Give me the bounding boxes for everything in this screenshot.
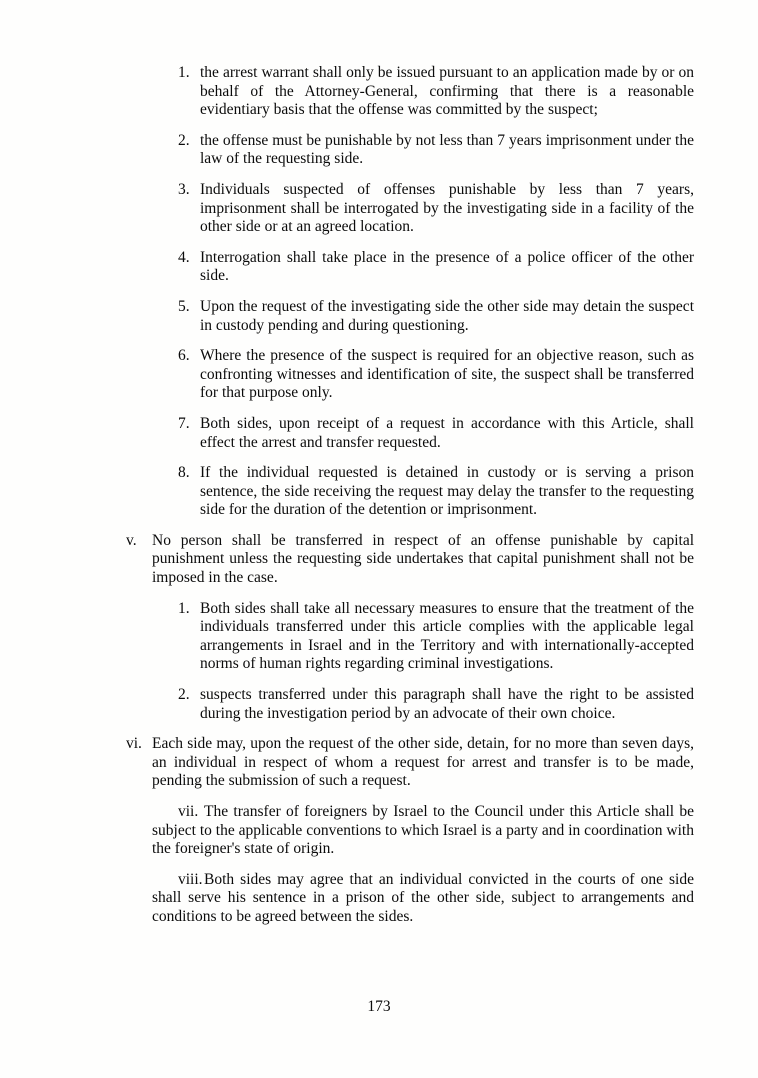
- list-item-viii: [152, 871, 694, 927]
- item-marker: 5.: [178, 297, 190, 315]
- list-item-7: [178, 414, 694, 452]
- item-marker: 8.: [178, 464, 190, 482]
- list-item-v: [126, 531, 694, 588]
- list-item-4: [178, 248, 694, 286]
- list-item-8: [178, 464, 694, 520]
- list-item-2: [178, 131, 694, 169]
- item-marker: 1.: [178, 599, 190, 617]
- item-text: Both sides, upon receipt of a request in accordance with this Article, shall effect the arrest and transfer requested.: [200, 414, 694, 451]
- item-text: The transfer of foreigners by Israel to the Council under this Article shall be subject to the applicable conventions to which Israel is a party and in coordination with the foreigner's state of origin.: [152, 803, 694, 858]
- item-text: Individuals suspected of offenses punishable by less than 7 years, imprisonment shall be interrogated by the investigating side in a facility of the other side or at an agreed location.: [200, 180, 694, 236]
- item-marker: 4.: [178, 248, 190, 266]
- list-item-6: [178, 347, 694, 403]
- item-marker: 7.: [178, 414, 190, 432]
- item-text: If the individual requested is detained in custody or is serving a prison sentence, the side receiving the request may delay the transfer to the requesting side for the duration of the detention or imprisonment.: [200, 464, 694, 519]
- list-item-v-2: [178, 686, 694, 723]
- item-marker: viii.: [178, 870, 203, 888]
- item-marker: v.: [126, 531, 137, 549]
- item-marker: vi.: [126, 735, 142, 753]
- item-marker: vii.: [178, 803, 199, 820]
- item-text: the offense must be punishable by not less than 7 years imprisonment under the law of the requesting side.: [200, 131, 694, 168]
- item-text: the arrest warrant shall only be issued pursuant to an application made by or on behalf of the Attorney-General, confirming that there is a reasonable evidentiary basis that the offense was committed by the suspect;: [200, 64, 694, 119]
- item-marker: 3.: [178, 180, 190, 198]
- list-item-3: [178, 180, 694, 237]
- list-item-vi: [126, 735, 694, 791]
- item-text: suspects transferred under this paragraph shall have the right to be assisted during the investigation period by an advocate of their own choice.: [200, 686, 694, 722]
- list-item-v-1: [178, 599, 694, 674]
- item-text: Both sides shall take all necessary measures to ensure that the treatment of the individuals transferred under this article complies with the applicable legal arrangements in Israel and in the Territory and with internationally-accepted norms of human rights regarding criminal investigations.: [200, 599, 694, 673]
- item-text: Each side may, upon the request of the other side, detain, for no more than seven days, an individual in respect of whom a request for arrest and transfer is to be made, pending the submission of such a request.: [152, 735, 694, 790]
- list-item-vii: [152, 803, 694, 859]
- item-marker: 2.: [178, 131, 190, 149]
- list-item-1: [178, 64, 694, 120]
- list-item-5: [178, 297, 694, 335]
- item-marker: 6.: [178, 347, 190, 365]
- item-text: Where the presence of the suspect is required for an objective reason, such as confronting witnesses and identification of site, the suspect shall be transferred for that purpose only.: [200, 347, 694, 402]
- item-text: Interrogation shall take place in the presence of a police officer of the other side.: [200, 248, 694, 285]
- page-number: 173: [367, 998, 391, 1015]
- item-text: No person shall be transferred in respect of an offense punishable by capital punishment unless the requesting side undertakes that capital punishment shall not be imposed in the case.: [152, 531, 694, 587]
- item-marker: 2.: [178, 686, 190, 704]
- item-text: Both sides may agree that an individual convicted in the courts of one side shall serve his sentence in a prison of the other side, subject to arrangements and conditions to be agreed between the sides.: [152, 870, 694, 925]
- item-text: Upon the request of the investigating side the other side may detain the suspect in custody pending and during questioning.: [200, 297, 694, 334]
- item-marker: 1.: [178, 64, 190, 81]
